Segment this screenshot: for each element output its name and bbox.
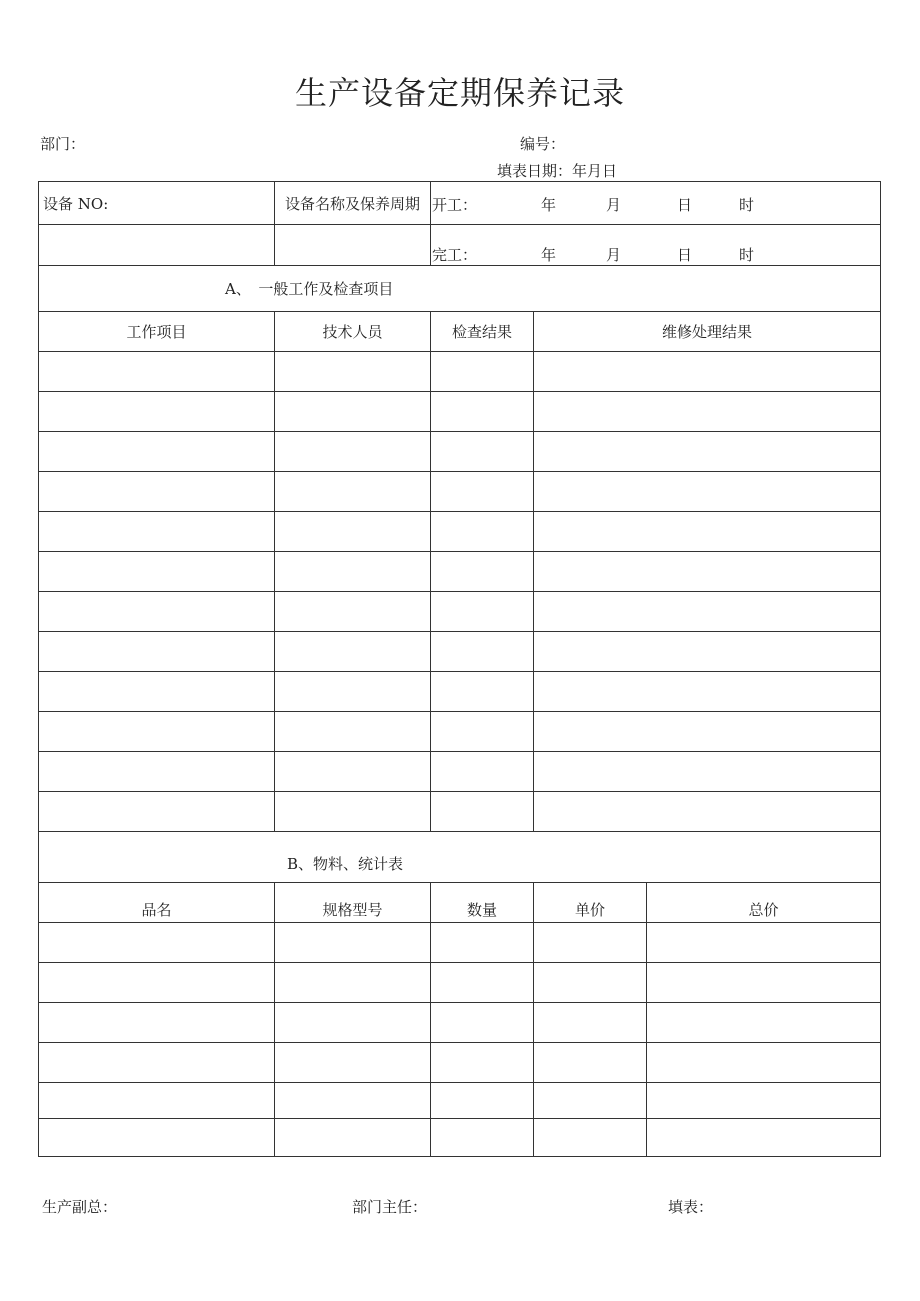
check-result-cell[interactable] bbox=[431, 472, 534, 512]
section-b-title: B、物料、统计表 bbox=[39, 832, 881, 883]
product-name-cell[interactable] bbox=[39, 923, 275, 963]
header-technician: 技术人员 bbox=[275, 312, 431, 352]
section-a-header-row bbox=[39, 312, 881, 352]
technician-cell[interactable] bbox=[275, 672, 431, 712]
check-result-cell[interactable] bbox=[431, 552, 534, 592]
check-result-cell[interactable] bbox=[431, 752, 534, 792]
spec-model-cell[interactable] bbox=[275, 963, 431, 1003]
table-row bbox=[39, 1003, 881, 1043]
unit-price-cell[interactable] bbox=[534, 1083, 647, 1119]
equipment-name-value[interactable] bbox=[275, 225, 431, 266]
technician-cell[interactable] bbox=[275, 792, 431, 832]
repair-result-cell[interactable] bbox=[534, 592, 881, 632]
check-result-cell[interactable] bbox=[431, 792, 534, 832]
check-result-cell[interactable] bbox=[431, 672, 534, 712]
repair-result-cell[interactable] bbox=[534, 752, 881, 792]
start-time-cell[interactable] bbox=[431, 182, 881, 225]
quantity-cell[interactable] bbox=[431, 1119, 534, 1157]
work-item-cell[interactable] bbox=[39, 592, 275, 632]
technician-cell[interactable] bbox=[275, 512, 431, 552]
fill-date-label: 填表日期：年月日 bbox=[497, 162, 618, 180]
work-item-cell[interactable] bbox=[39, 432, 275, 472]
vp-signature-label: 生产副总： bbox=[42, 1198, 118, 1216]
header-quantity: 数量 bbox=[431, 883, 534, 923]
equipment-row-start bbox=[39, 182, 881, 225]
total-price-cell[interactable] bbox=[647, 963, 881, 1003]
repair-result-cell[interactable] bbox=[534, 352, 881, 392]
work-item-cell[interactable] bbox=[39, 472, 275, 512]
table-row bbox=[39, 1043, 881, 1083]
technician-cell[interactable] bbox=[275, 592, 431, 632]
equipment-no-label: 设备 NO: bbox=[39, 182, 275, 225]
equipment-no-value[interactable] bbox=[39, 225, 275, 266]
table-row bbox=[39, 672, 881, 712]
table-row bbox=[39, 1083, 881, 1119]
table-row bbox=[39, 923, 881, 963]
table-row bbox=[39, 512, 881, 552]
technician-cell[interactable] bbox=[275, 632, 431, 672]
table-row bbox=[39, 552, 881, 592]
unit-price-cell[interactable] bbox=[534, 1119, 647, 1157]
unit-price-cell[interactable] bbox=[534, 1003, 647, 1043]
table-row bbox=[39, 752, 881, 792]
total-price-cell[interactable] bbox=[647, 1083, 881, 1119]
work-item-cell[interactable] bbox=[39, 792, 275, 832]
header-product-name: 品名 bbox=[39, 883, 275, 923]
total-price-cell[interactable] bbox=[647, 1043, 881, 1083]
section-a-title-row bbox=[39, 266, 881, 312]
check-result-cell[interactable] bbox=[431, 632, 534, 672]
table-row bbox=[39, 1119, 881, 1157]
spec-model-cell[interactable] bbox=[275, 1003, 431, 1043]
spec-model-cell[interactable] bbox=[275, 1119, 431, 1157]
check-result-cell[interactable] bbox=[431, 592, 534, 632]
department-label: 部门： bbox=[40, 135, 86, 153]
product-name-cell[interactable] bbox=[39, 1043, 275, 1083]
maintenance-record-table bbox=[38, 181, 881, 1157]
header-work-item: 工作项目 bbox=[39, 312, 275, 352]
header-repair-result: 维修处理结果 bbox=[534, 312, 881, 352]
quantity-cell[interactable] bbox=[431, 1043, 534, 1083]
technician-cell[interactable] bbox=[275, 552, 431, 592]
unit-price-cell[interactable] bbox=[534, 963, 647, 1003]
equipment-name-cycle-label: 设备名称及保养周期 bbox=[275, 182, 431, 225]
finish-month-label: 月 bbox=[606, 246, 622, 264]
repair-result-cell[interactable] bbox=[534, 432, 881, 472]
quantity-cell[interactable] bbox=[431, 1083, 534, 1119]
unit-price-cell[interactable] bbox=[534, 1043, 647, 1083]
total-price-cell[interactable] bbox=[647, 1003, 881, 1043]
check-result-cell[interactable] bbox=[431, 712, 534, 752]
repair-result-cell[interactable] bbox=[534, 712, 881, 752]
work-item-cell[interactable] bbox=[39, 552, 275, 592]
table-row bbox=[39, 432, 881, 472]
product-name-cell[interactable] bbox=[39, 1083, 275, 1119]
table-row bbox=[39, 472, 881, 512]
product-name-cell[interactable] bbox=[39, 1119, 275, 1157]
repair-result-cell[interactable] bbox=[534, 392, 881, 432]
repair-result-cell[interactable] bbox=[534, 672, 881, 712]
technician-cell[interactable] bbox=[275, 712, 431, 752]
finish-label: 完工： bbox=[432, 246, 478, 264]
repair-result-cell[interactable] bbox=[534, 472, 881, 512]
work-item-cell[interactable] bbox=[39, 392, 275, 432]
unit-price-cell[interactable] bbox=[534, 923, 647, 963]
check-result-cell[interactable] bbox=[431, 512, 534, 552]
total-price-cell[interactable] bbox=[647, 923, 881, 963]
spec-model-cell[interactable] bbox=[275, 923, 431, 963]
quantity-cell[interactable] bbox=[431, 923, 534, 963]
section-b-header-row bbox=[39, 883, 881, 923]
table-row bbox=[39, 963, 881, 1003]
equipment-row-finish bbox=[39, 225, 881, 266]
check-result-cell[interactable] bbox=[431, 352, 534, 392]
start-day-label: 日 bbox=[677, 196, 693, 214]
repair-result-cell[interactable] bbox=[534, 552, 881, 592]
table-row bbox=[39, 592, 881, 632]
spec-model-cell[interactable] bbox=[275, 1043, 431, 1083]
table-row bbox=[39, 792, 881, 832]
header-total-price: 总价 bbox=[647, 883, 881, 923]
technician-cell[interactable] bbox=[275, 432, 431, 472]
repair-result-cell[interactable] bbox=[534, 792, 881, 832]
repair-result-cell[interactable] bbox=[534, 512, 881, 552]
technician-cell[interactable] bbox=[275, 752, 431, 792]
quantity-cell[interactable] bbox=[431, 963, 534, 1003]
technician-cell[interactable] bbox=[275, 472, 431, 512]
table-row bbox=[39, 352, 881, 392]
work-item-cell[interactable] bbox=[39, 712, 275, 752]
header-spec-model: 规格型号 bbox=[275, 883, 431, 923]
header-unit-price: 单价 bbox=[534, 883, 647, 923]
start-label: 开工： bbox=[432, 196, 478, 214]
spec-model-cell[interactable] bbox=[275, 1083, 431, 1119]
technician-cell[interactable] bbox=[275, 392, 431, 432]
header-check-result: 检查结果 bbox=[431, 312, 534, 352]
work-item-cell[interactable] bbox=[39, 512, 275, 552]
finish-time-cell[interactable] bbox=[431, 225, 881, 266]
product-name-cell[interactable] bbox=[39, 1003, 275, 1043]
work-item-cell[interactable] bbox=[39, 632, 275, 672]
section-a-title: A、 一般工作及检查项目 bbox=[39, 266, 881, 312]
product-name-cell[interactable] bbox=[39, 963, 275, 1003]
work-item-cell[interactable] bbox=[39, 752, 275, 792]
page-title: 生产设备定期保养记录 bbox=[294, 74, 625, 112]
finish-year-label: 年 bbox=[541, 246, 557, 264]
start-month-label: 月 bbox=[606, 196, 622, 214]
start-year-label: 年 bbox=[541, 196, 557, 214]
filler-signature-label: 填表： bbox=[668, 1198, 714, 1216]
start-hour-label: 时 bbox=[739, 196, 755, 214]
check-result-cell[interactable] bbox=[431, 392, 534, 432]
repair-result-cell[interactable] bbox=[534, 632, 881, 672]
finish-hour-label: 时 bbox=[739, 246, 755, 264]
quantity-cell[interactable] bbox=[431, 1003, 534, 1043]
table-row bbox=[39, 632, 881, 672]
work-item-cell[interactable] bbox=[39, 352, 275, 392]
dept-head-signature-label: 部门主任： bbox=[352, 1198, 428, 1216]
table-row bbox=[39, 712, 881, 752]
technician-cell[interactable] bbox=[275, 352, 431, 392]
work-item-cell[interactable] bbox=[39, 672, 275, 712]
table-row bbox=[39, 392, 881, 432]
section-b-title-row bbox=[39, 832, 881, 883]
check-result-cell[interactable] bbox=[431, 432, 534, 472]
finish-day-label: 日 bbox=[677, 246, 693, 264]
number-label: 编号： bbox=[520, 135, 566, 153]
total-price-cell[interactable] bbox=[647, 1119, 881, 1157]
